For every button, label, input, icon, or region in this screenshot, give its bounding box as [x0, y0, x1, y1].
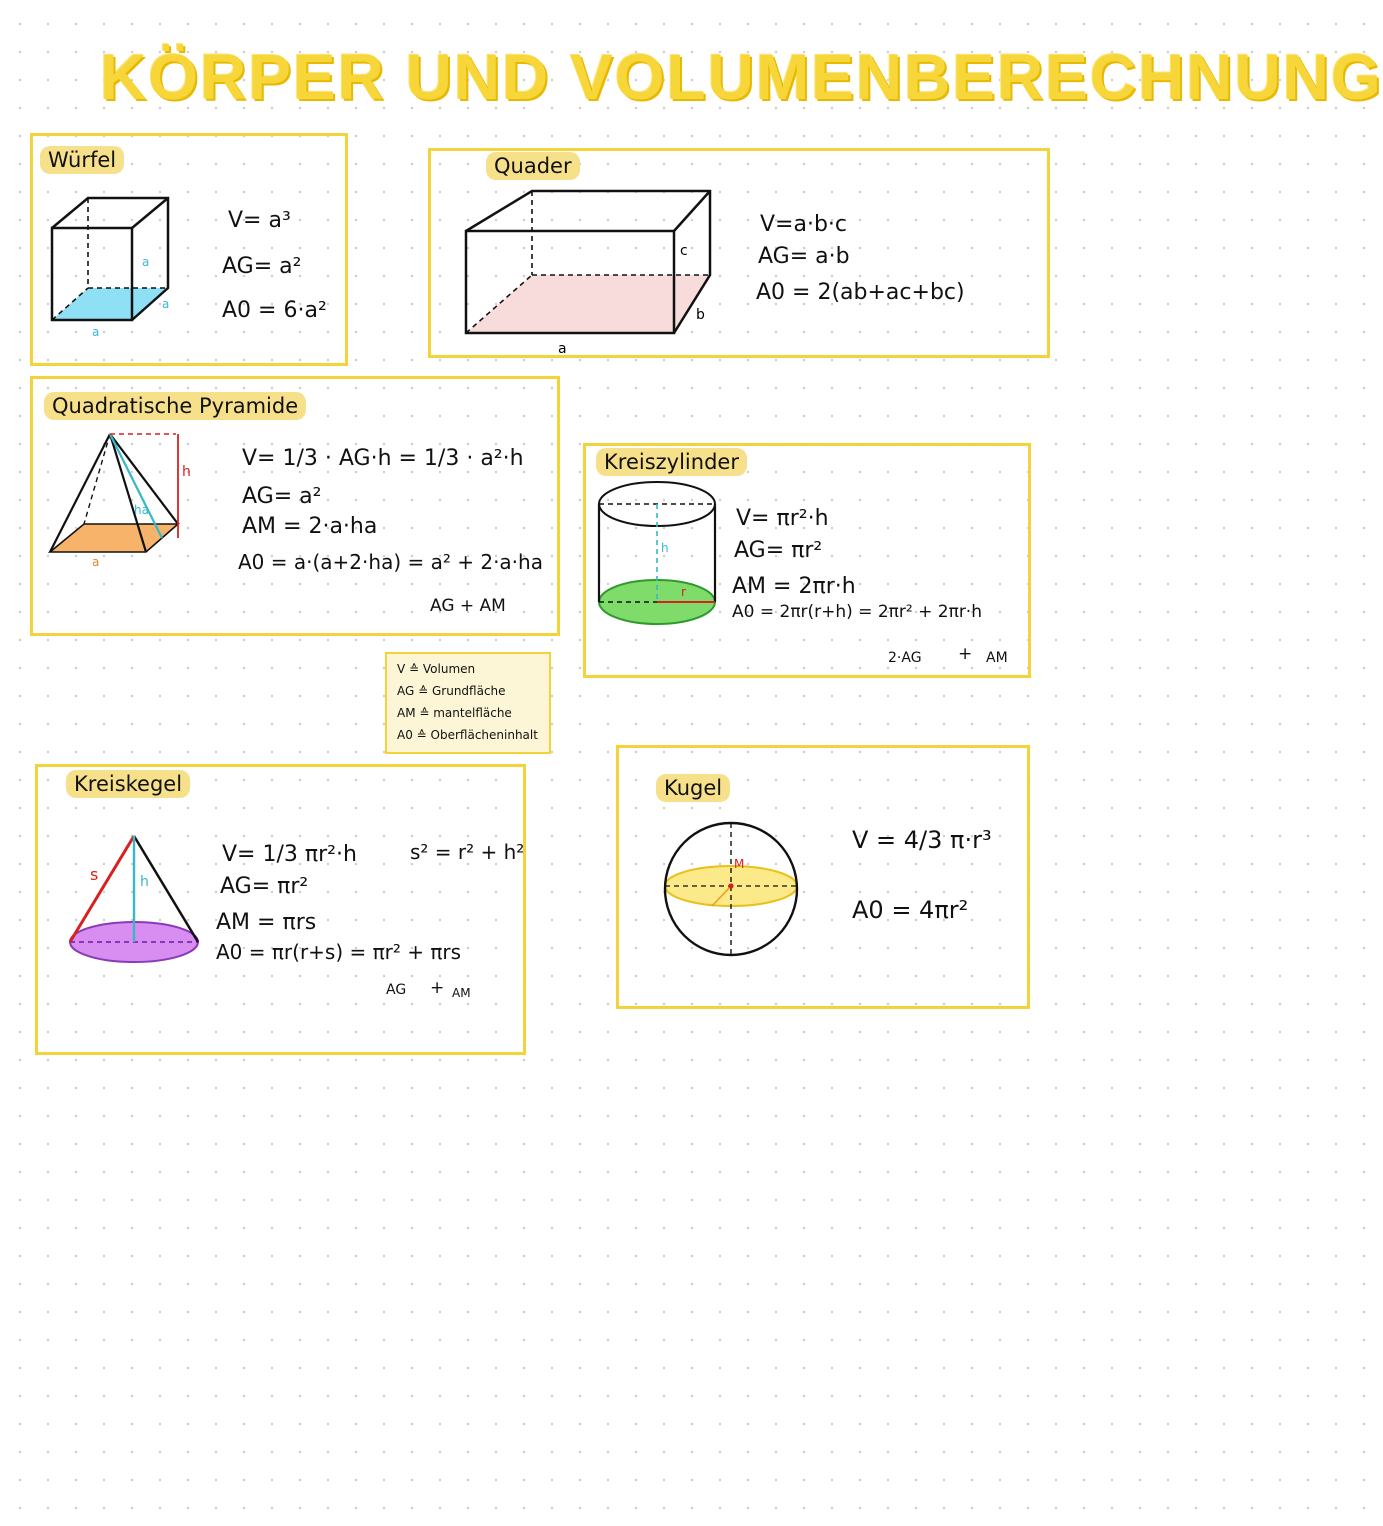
zylinder-under-plus: + [958, 644, 973, 664]
pyramide-label: Quadratische Pyramide [44, 392, 306, 420]
wuerfel-base-area: AG= a² [222, 254, 302, 279]
zylinder-under-ag: 2·AG [888, 650, 922, 666]
quader-base-area: AG= a·b [758, 244, 850, 269]
wuerfel-surface: A0 = 6·a² [222, 298, 327, 323]
pyramide-surface: A0 = a·(a+2·ha) = a² + 2·a·ha [238, 550, 543, 574]
kegel-volume: V= 1/3 πr²·h [222, 842, 357, 867]
cylinder-figure [595, 480, 725, 630]
cone-height-label: h [140, 874, 149, 890]
kegel-base-area: AG= πr² [220, 874, 309, 899]
zylinder-lateral-area: AM = 2πr·h [732, 574, 856, 599]
kegel-surface: A0 = πr(r+s) = πr² + πrs [216, 940, 462, 964]
kegel-pythagoras: s² = r² + h² [410, 840, 525, 864]
cuboid-edge-b: b [696, 307, 705, 323]
kegel-under-ag: AG [386, 982, 407, 998]
cube-figure [40, 190, 190, 340]
legend-box [385, 652, 551, 754]
cuboid-edge-c: c [680, 243, 688, 259]
pyramide-surface-breakdown: AG + AM [430, 596, 506, 616]
quader-surface: A0 = 2(ab+ac+bc) [756, 280, 965, 305]
cone-slant-label: s [90, 865, 99, 884]
sphere-center-label: M [734, 857, 745, 871]
legend-volume: V ≙ Volumen [397, 662, 476, 676]
pyramide-volume: V= 1/3 · AG·h = 1/3 · a²·h [242, 446, 524, 471]
pyramide-lateral-area: AM = 2·a·ha [242, 514, 378, 539]
kugel-surface: A0 = 4πr² [852, 896, 969, 924]
kegel-lateral-area: AM = πrs [216, 910, 317, 935]
legend-lateral-area: AM ≙ mantelfläche [397, 706, 512, 720]
zylinder-base-area: AG= πr² [734, 538, 823, 563]
pyramid-figure [48, 428, 198, 568]
kegel-label: Kreiskegel [66, 770, 190, 798]
cylinder-radius-label: r [681, 585, 686, 599]
kugel-label: Kugel [656, 774, 730, 802]
cube-edge-label-1: a [142, 255, 150, 269]
kegel-under-am: AM [452, 986, 471, 1000]
cuboid-edge-a: a [558, 341, 567, 357]
zylinder-under-am: AM [986, 650, 1008, 666]
kugel-volume: V = 4/3 π·r³ [852, 826, 992, 854]
zylinder-label: Kreiszylinder [596, 448, 747, 476]
cone-figure [66, 830, 206, 970]
legend-base-area: AG ≙ Grundfläche [397, 684, 506, 698]
sphere-figure [660, 818, 802, 960]
wuerfel-volume: V= a³ [228, 208, 291, 233]
cylinder-height-label: h [661, 541, 669, 555]
legend-surface: A0 ≙ Oberflächeninhalt [397, 728, 538, 742]
zylinder-surface: A0 = 2πr(r+h) = 2πr² + 2πr·h [732, 602, 982, 622]
cube-edge-label-3: a [92, 325, 100, 339]
quader-volume: V=a·b·c [760, 212, 848, 237]
pyramid-ha-label: ha [134, 503, 149, 517]
kegel-under-plus: + [430, 978, 445, 998]
pyramid-height-label: h [182, 464, 191, 480]
wuerfel-label: Würfel [40, 146, 124, 174]
page-title: KÖRPER UND VOLUMENBERECHNUNG [100, 41, 1383, 113]
pyramid-a-label: a [92, 555, 100, 569]
cuboid-figure [460, 185, 720, 355]
zylinder-volume: V= πr²·h [736, 506, 829, 531]
quader-label: Quader [486, 152, 580, 180]
pyramide-base-area: AG= a² [242, 484, 322, 509]
cube-edge-label-2: a [162, 297, 170, 311]
